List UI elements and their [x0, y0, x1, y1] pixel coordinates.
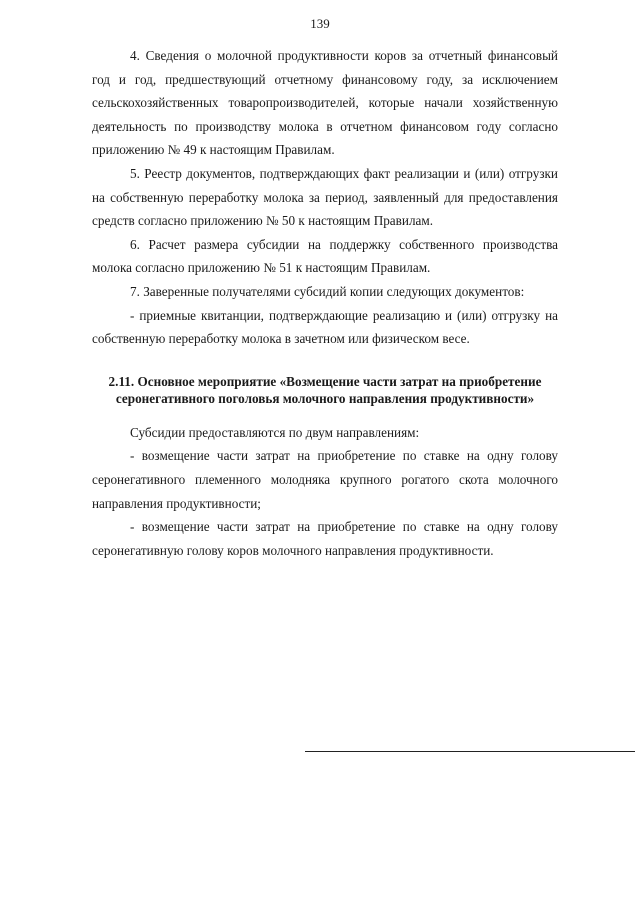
list-item: 6. Расчет размера субсидии на поддержку собственного производства молока согласно приложению № 51 к настоящим Правилам. [92, 236, 558, 276]
page-number: 139 [310, 16, 330, 31]
section-paragraph: - возмещение части затрат на приобретение по ставке на одну голову серонегативную голову коров молочного направления продуктивности. [92, 519, 558, 558]
section-paragraph: Субсидии предоставляются по двум направлениям: [130, 424, 420, 440]
list-item: 5. Реестр документов, подтверждающих факт реализации и (или) отгрузки на собственную переработку молока за период, заявленный для предоставления средств согласно приложению № 50 к настоящим Правилам. [92, 165, 558, 229]
document-body [92, 44, 558, 562]
separator-line [305, 751, 635, 752]
section-paragraph: - возмещение части затрат на приобретение по ставке на одну голову серонегативного племенного молодняка крупного рогатого скота молочного направления продуктивности; [92, 448, 558, 511]
list-item: 7. Заверенные получателями субсидий копии следующих документов: [130, 283, 525, 299]
section-heading: 2.11. Основное мероприятие «Возмещение части затрат на приобретение серонегативного поголовья молочного направления продуктивности» [108, 373, 542, 406]
list-item: 4. Сведения о молочной продуктивности коров за отчетный финансовый год и год, предшествующий отчетному финансовому году, за исключением сельскохозяйственных товаропроизводителей, которые начали хозяйственную деятельность по производству молока в отчетном финансовом году согласно приложению № 49 к настоящим Правилам. [92, 48, 558, 158]
list-item: - приемные квитанции, подтверждающие реализацию и (или) отгрузку на собственную переработку молока в зачетном или физическом весе. [92, 307, 558, 347]
